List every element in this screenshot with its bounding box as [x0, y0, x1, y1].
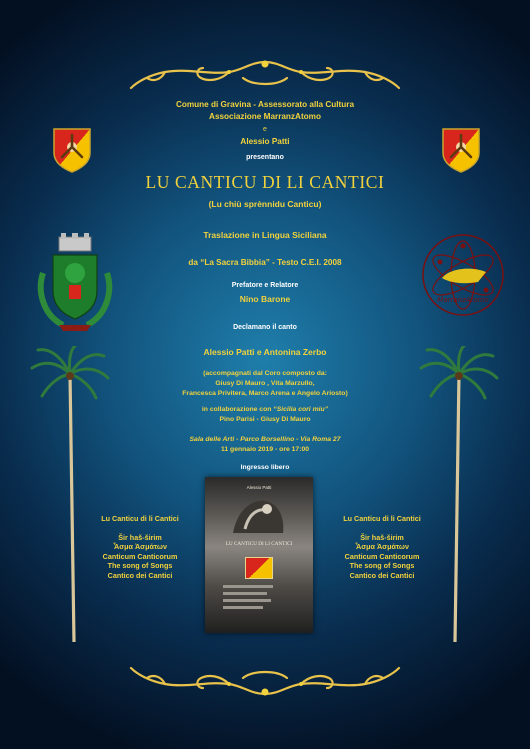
book-flag-emblem: [245, 557, 273, 579]
subtitle: (Lu chiù sprènnidu Canticu): [208, 199, 322, 209]
marranzatomo-logo-icon: [420, 232, 506, 318]
book-title: LU CANTICU DI LI CANTICI: [225, 541, 293, 547]
side-right-line-1: Lu Canticu di li Cantici: [343, 514, 421, 523]
book-art-figures: [225, 493, 293, 537]
entrance-line: Ingresso libero: [240, 464, 290, 471]
book-text-line: [223, 606, 263, 609]
side-left-line-7: Cantico dei Cantici: [107, 570, 173, 580]
gravina-coat-of-arms-icon: [33, 233, 117, 333]
side-right-line-6: The song of Songs: [349, 561, 415, 571]
header-e: e: [263, 126, 267, 133]
declamano-names: Alessio Patti e Antonina Zerbo: [203, 347, 327, 357]
side-right-spacer: [317, 524, 447, 533]
declamano-label: Declamano il canto: [233, 324, 297, 331]
side-text-left: [75, 514, 205, 581]
side-left-line-3: Šir haš-širim: [118, 532, 162, 542]
venue-line: Sala delle Arti - Parco Borsellino - Via Roma 27: [189, 436, 341, 443]
book-author: Alessio Patti: [246, 485, 272, 490]
datetime-line: 11 gennaio 2019 - ore 17:00: [220, 446, 310, 453]
coro-line-3: Francesca Privitera, Marco Arena e Angelo Ariosto): [182, 390, 348, 397]
side-left-line-1: Lu Canticu di li Cantici: [101, 514, 179, 523]
side-right-line-4: Ἆσμα Ἀσμάτων: [355, 542, 409, 552]
side-right-line-3: Šir haš-širim: [360, 532, 404, 542]
bottom-ornament: [125, 660, 405, 700]
collab-prefix: in collaborazione con: [201, 406, 274, 413]
side-right-line-5: Canticum Canticorum: [344, 551, 420, 561]
trinacria-shield-right-icon: [441, 127, 481, 173]
book-text-line: [223, 585, 273, 588]
trinacria-shield-left-icon: [52, 127, 92, 173]
coro-line-2: Giusy Di Mauro , Vita Marzullo,: [215, 380, 315, 387]
top-ornament: [125, 56, 405, 96]
book-text-line: [223, 599, 271, 602]
logo-text: MarranzAtomo: [437, 296, 489, 304]
coro-line-1: (accompagnati dal Coro composto da:: [203, 370, 327, 377]
main-title: LU CANTICU DI LI CANTICI: [145, 172, 385, 192]
translation-line: Traslazione in Lingua Siciliana: [203, 230, 327, 240]
side-text-right: [317, 514, 447, 581]
side-left-line-5: Canticum Canticorum: [102, 551, 178, 561]
book-text-line: [223, 592, 267, 595]
side-right-line-7: Cantico dei Cantici: [349, 570, 415, 580]
relatore-label: Prefatore e Relatore: [231, 282, 299, 289]
collab-name: “Sicilia cori miu”: [273, 406, 329, 413]
presentano-text: presentano: [246, 154, 284, 161]
relatore-name: Nino Barone: [239, 294, 291, 304]
book-cover-image: [205, 477, 313, 633]
header-alessio: Alessio Patti: [240, 137, 290, 146]
palm-tree-right-icon: [419, 346, 499, 646]
side-left-line-4: Ἆσμα Ἀσμάτων: [113, 542, 167, 552]
side-left-spacer: [75, 524, 205, 533]
source-line: da “La Sacra Bibbia” - Testo C.E.I. 2008: [188, 258, 342, 267]
collab-people: Pino Parisi - Giusy Di Mauro: [219, 416, 311, 423]
palm-tree-left-icon: [30, 346, 110, 646]
header-comune: Comune di Gravina - Assessorato alla Cultura: [175, 100, 355, 109]
side-left-line-6: The song of Songs: [107, 561, 173, 571]
header-associazione: Associazione MarranzAtomo: [209, 112, 321, 121]
